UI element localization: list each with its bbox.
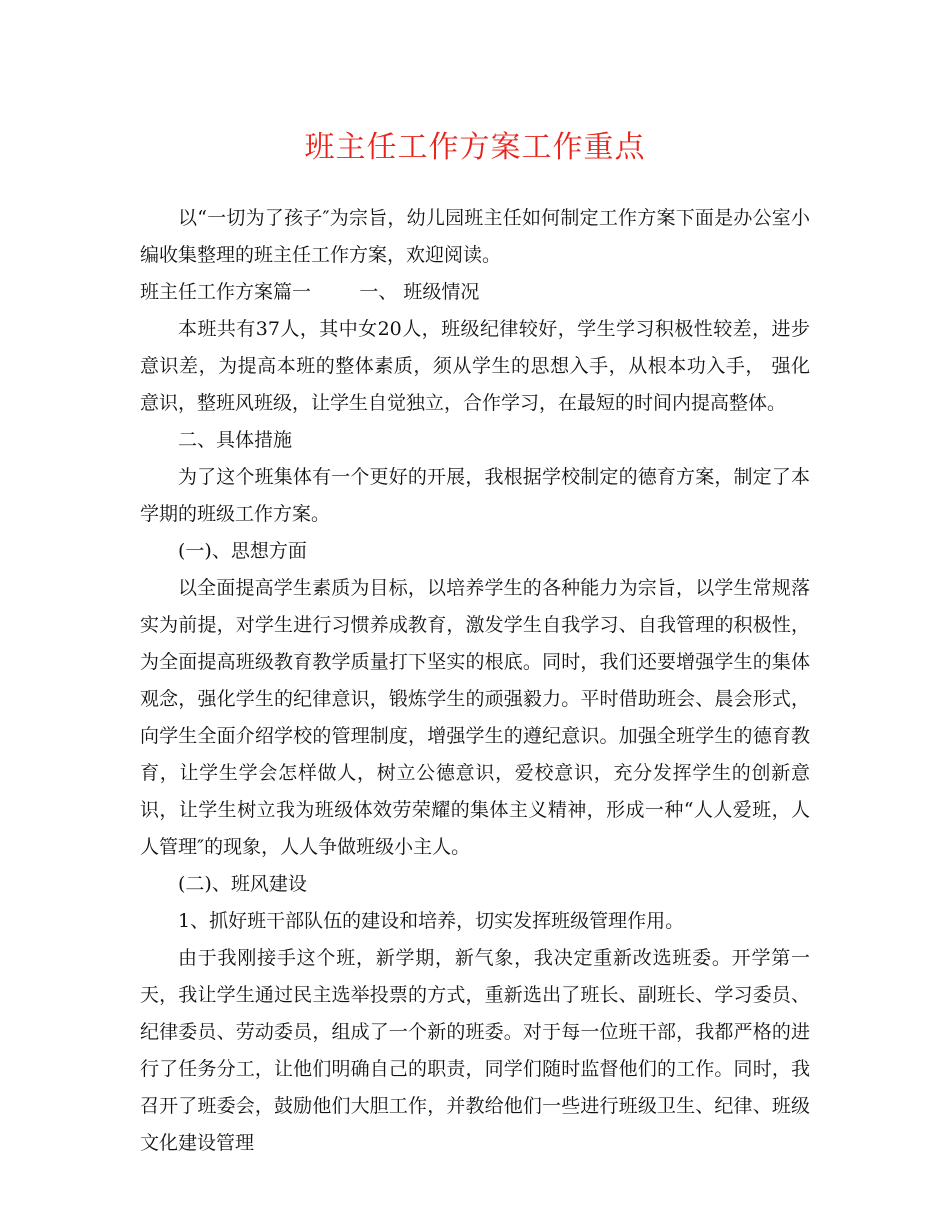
section-heading-measures: 二、具体措施 bbox=[178, 429, 293, 451]
subsection-heading-thought: (一)、思想方面 bbox=[178, 540, 307, 562]
subsection-heading-class-style: (二)、班风建设 bbox=[178, 873, 307, 895]
paragraph-class-situation: 本班共有37人，其中女20人，班级纪律较好，学生学习积极性较差，进步意识差，为提高本班的整体素质，须从学生的思想入手，从根本功入手， 强化意识，整班风班级，让学生自觉独立，合作学习，在最短的时间内提高整体。 bbox=[140, 318, 810, 414]
document-title: 班主任工作方案工作重点 bbox=[304, 130, 646, 165]
paragraph-cadre-election: 由于我刚接手这个班，新学期，新气象，我决定重新改选班委。开学第一天，我让学生通过民主选举投票的方式，重新选出了班长、副班长、学习委员、纪律委员、劳动委员，组成了一个新的班委。对于每一位班干部，我都严格的进行了任务分工，让他们明确自己的职责，同学们随时监督他们的工作。同时，我召开了班委会，鼓励他们大胆工作，并教给他们一些进行班级卫生、纪律、班级文化建设管理 bbox=[140, 947, 810, 1154]
list-item-cadre-team: 1、抓好班干部队伍的建设和培养，切实发挥班级管理作用。 bbox=[178, 910, 685, 932]
section-heading-class-situation: 班主任工作方案篇一 一、 班级情况 bbox=[140, 281, 480, 303]
document-body bbox=[140, 200, 810, 1162]
paragraph-intro: 以“一切为了孩子″为宗旨，幼儿园班主任如何制定工作方案下面是办公室小编收集整理的班主任工作方案，欢迎阅读。 bbox=[140, 207, 810, 266]
paragraph-measures: 为了这个班集体有一个更好的开展，我根据学校制定的德育方案，制定了本学期的班级工作方案。 bbox=[140, 466, 810, 525]
paragraph-thought: 以全面提高学生素质为目标，以培养学生的各种能力为宗旨，以学生常规落实为前提，对学生进行习惯养成教育，激发学生自我学习、自我管理的积极性，为全面提高班级教育教学质量打下坚实的根底。同时，我们还要增强学生的集体观念，强化学生的纪律意识，锻炼学生的顽强毅力。平时借助班会、晨会形式，向学生全面介绍学校的管理制度，增强学生的遵纪意识。加强全班学生的德育教育，让学生学会怎样做人，树立公德意识，爱校意识，充分发挥学生的创新意识，让学生树立我为班级体效劳荣耀的集体主义精神，形成一种“人人爱班，人人管理″的现象，人人争做班级小主人。 bbox=[140, 577, 810, 858]
